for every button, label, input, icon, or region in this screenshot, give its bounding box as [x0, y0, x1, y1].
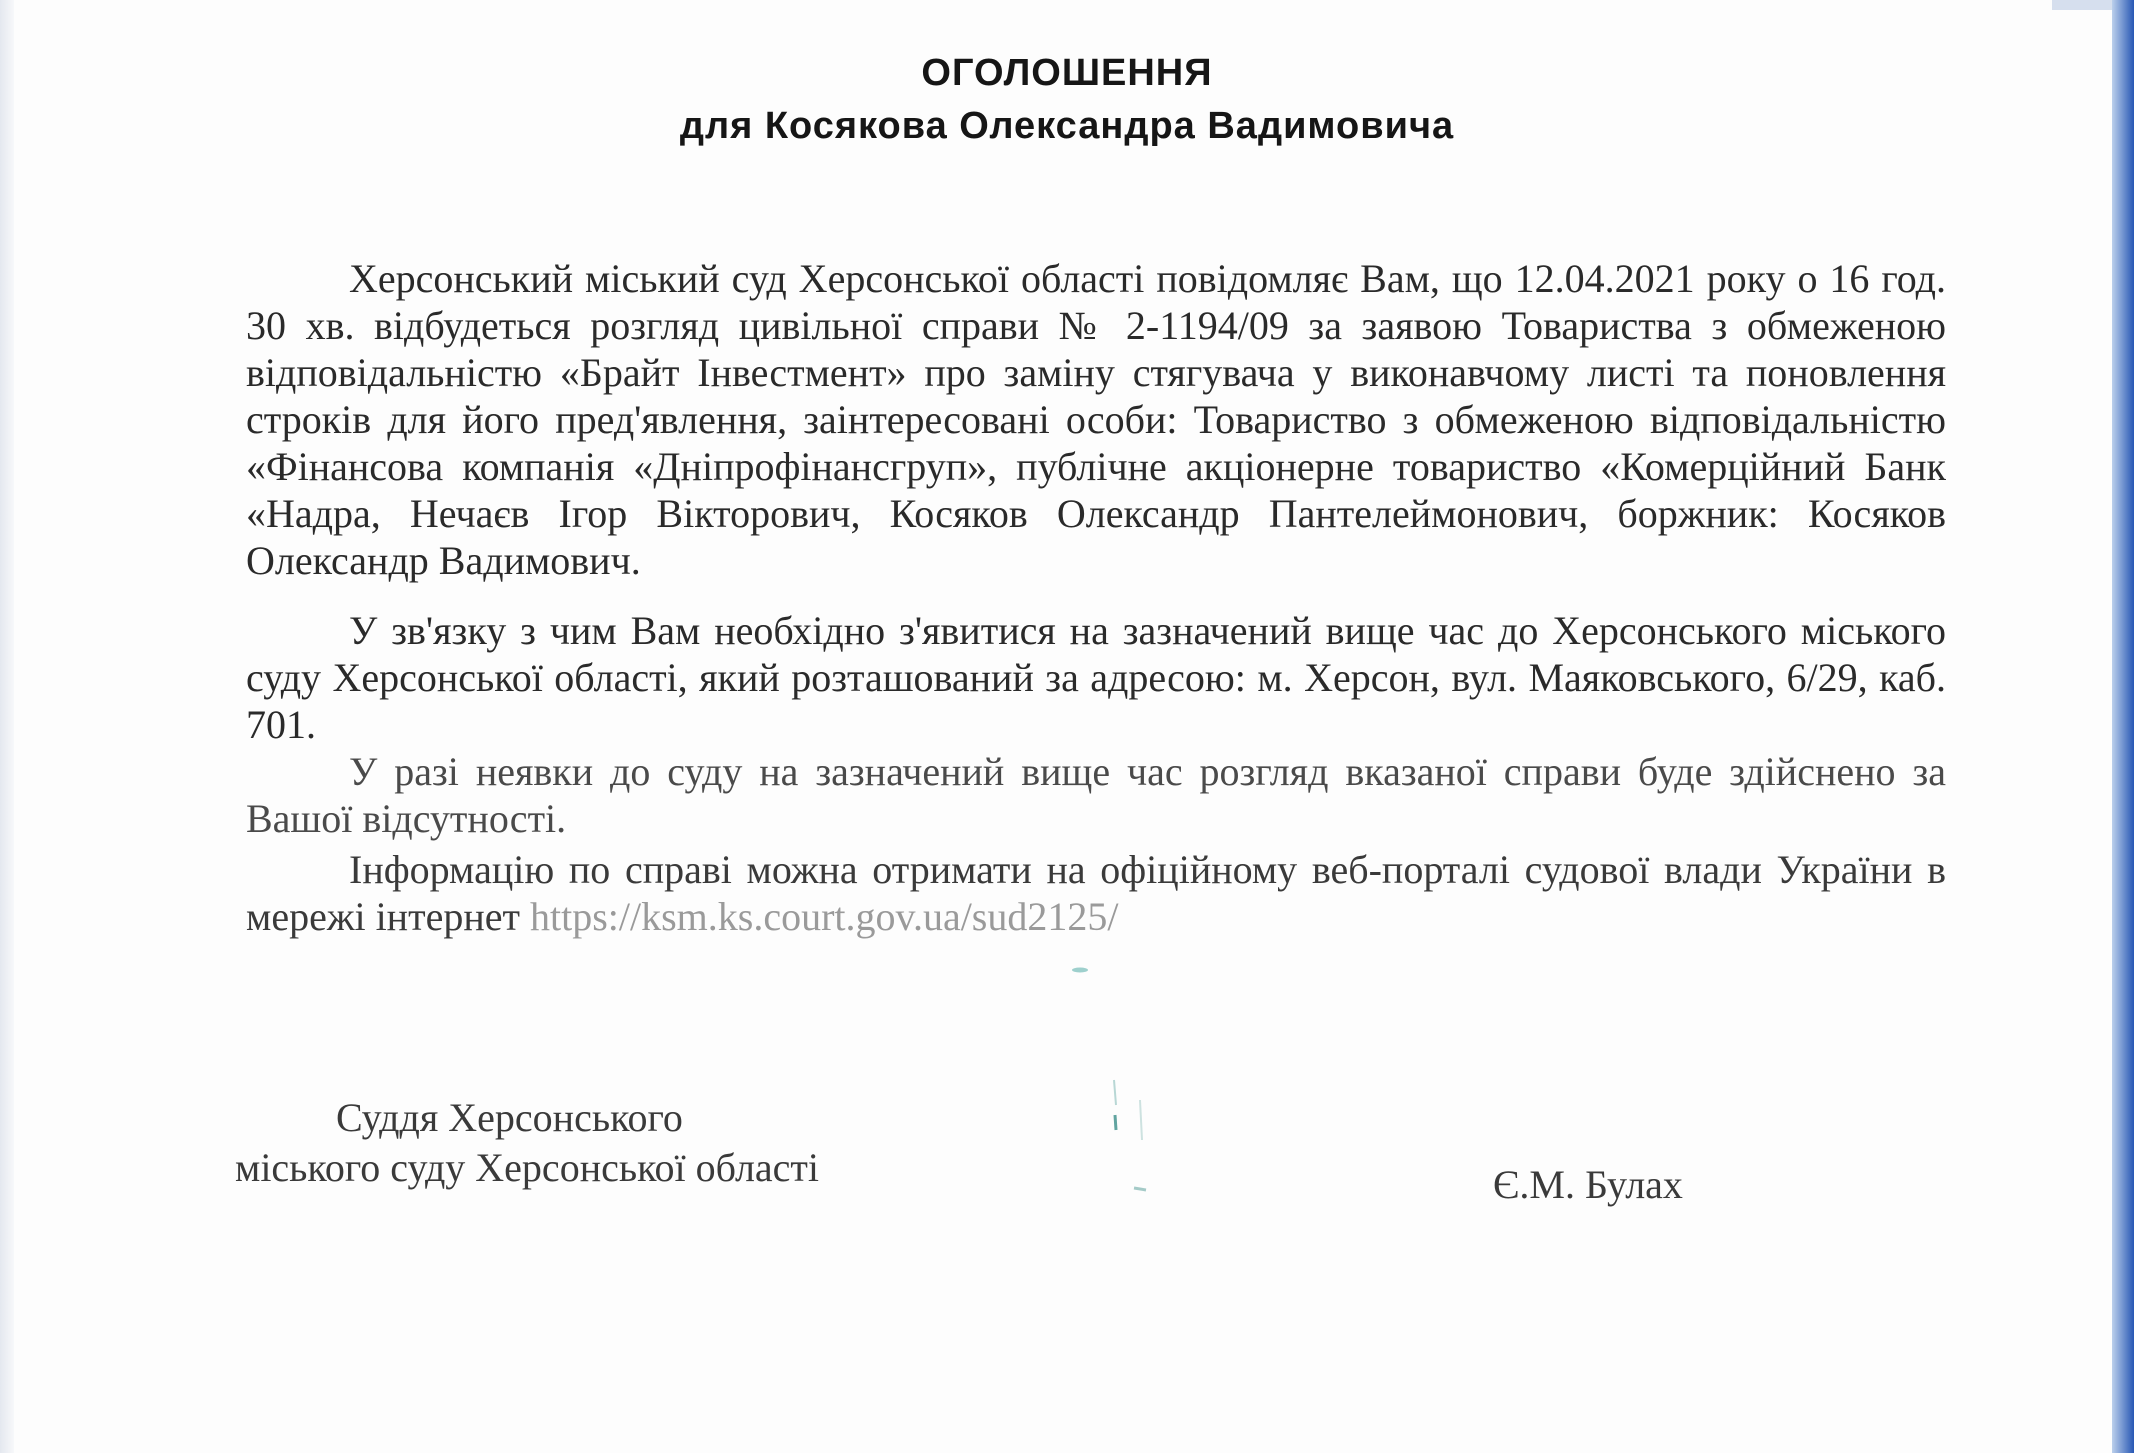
ink-blot [1070, 966, 1090, 974]
faint-stamp-mark [1104, 1070, 1164, 1210]
judge-name: Є.М. Булах [1493, 1162, 1683, 1207]
judge-position-line-2: міського суду Херсонської області [235, 1145, 820, 1190]
scan-left-edge [0, 0, 14, 1453]
information-source-text: Інформацію по справі можна отримати на офіційному веб-порталі судової влади України в мережі інтернет [246, 847, 1946, 939]
document-title: ОГОЛОШЕННЯ [921, 52, 1213, 94]
paragraph-absence-warning: У разі неявки до суду на зазначений вище час розгляд вказаної справи буде здійснено за Вашої відсутності. [246, 749, 1946, 841]
paragraph-information-source [246, 846, 1946, 940]
document-addressee: для Косякова Олександра Вадимовича [679, 105, 1455, 147]
paragraph-appearance-instructions: У зв'язку з чим Вам необхідно з'явитися на зазначений вище час до Херсонського міського суду Херсонської області, який розташований за адресою: м. Херсон, вул. Маяковського, 6/29, каб. 701. [246, 608, 1946, 747]
judge-position-line-1: Суддя Херсонського [336, 1095, 683, 1140]
paragraph-hearing-notice: Херсонський міський суд Херсонської області повідомляє Вам, що 12.04.2021 року о 16 год. 30 хв. відбудеться розгляд цивільної справи № 2-1194/09 за заявою Товариства з обмеженою відповідальністю «Брайт Інвестмент» про заміну стягувача у виконавчому листі та поновлення строків для його пред'явлення, заінтересовані особи: Товариство з обмеженою відповідальністю «Фінансова компанія «Дніпрофінансгруп», публічне акціонерне товариство «Комерційний Банк «Надра, Нечаєв Ігор Вікторович, Косяков Олександр Пантелеймонович, боржник: Косяков Олександр Вадимович. [246, 256, 1946, 583]
scan-top-edge [2052, 0, 2112, 10]
court-portal-link[interactable]: https://ksm.ks.court.gov.ua/sud2125/ [529, 894, 1119, 939]
scan-right-edge [2112, 0, 2134, 1453]
